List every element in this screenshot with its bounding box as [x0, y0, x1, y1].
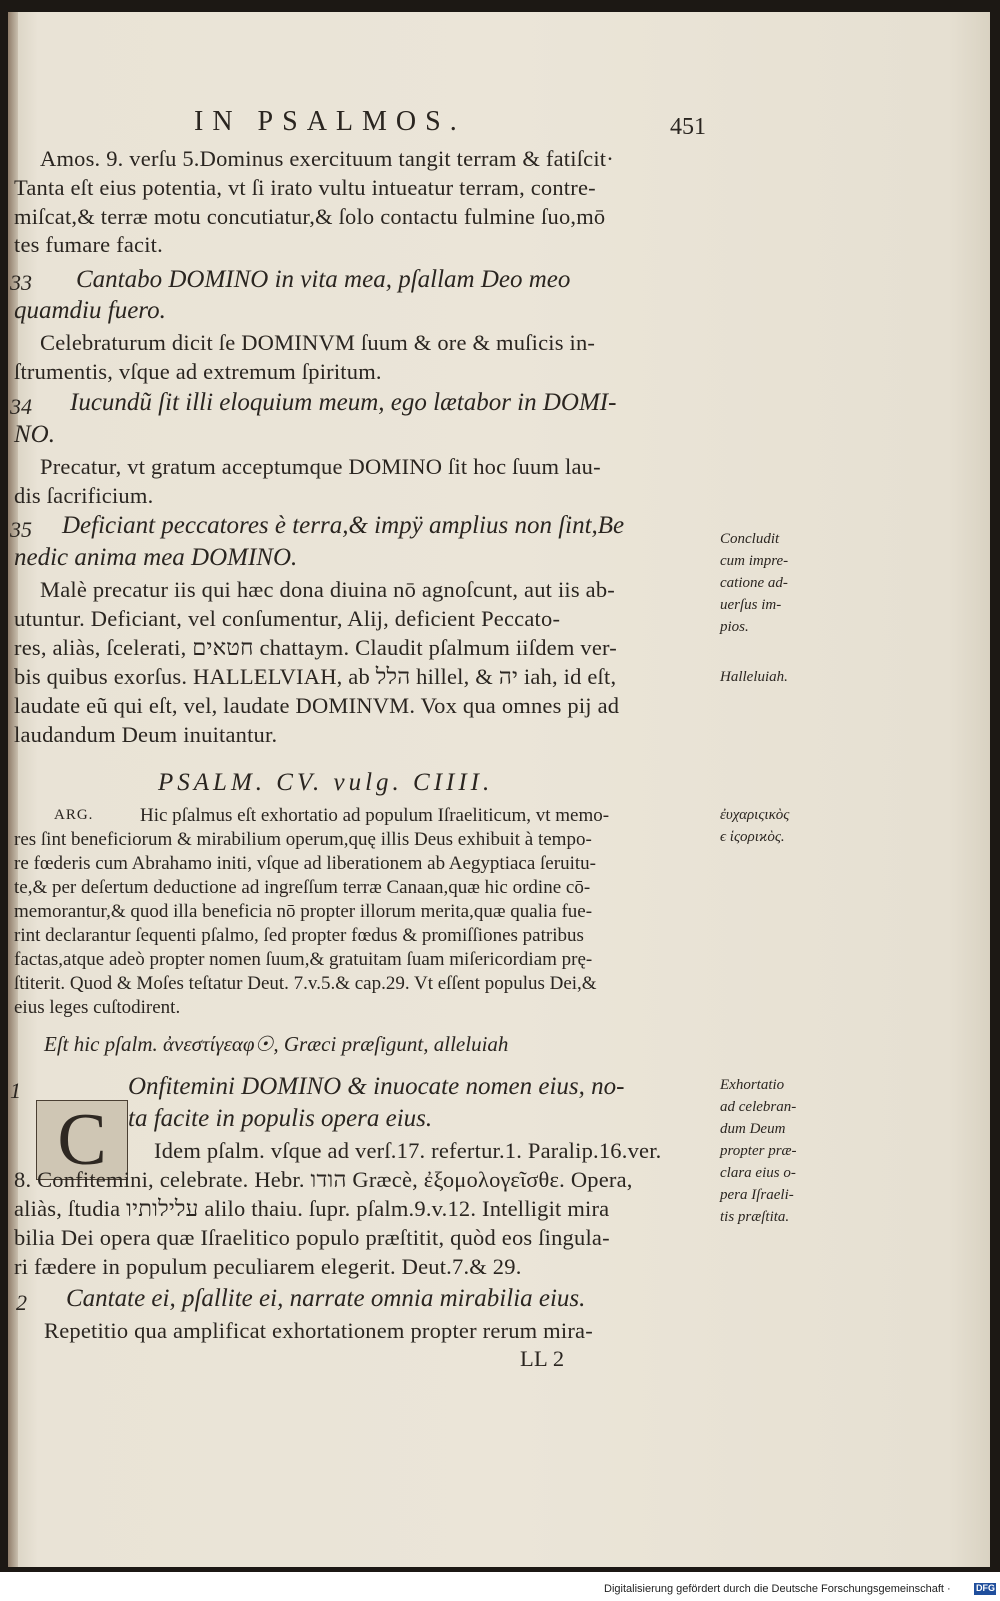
margin-note: tis præſtita.	[720, 1209, 790, 1225]
margin-note: ad celebran-	[720, 1099, 797, 1115]
text-line: tes fumare facit.	[14, 232, 163, 257]
argument-label: ARG.	[54, 807, 94, 823]
margin-note: Exhortatio	[720, 1077, 785, 1093]
text-line: dis ſacrificium.	[14, 483, 154, 508]
text-line: Amos. 9. verſu 5.Dominus exercituum tangit terram & fatiſcit·	[40, 146, 614, 171]
margin-note: propter præ-	[720, 1143, 797, 1159]
argument-line: eius leges cuſtodirent.	[14, 997, 181, 1018]
text-line: Precatur, vt gratum acceptumque DOMINO ſit hoc ſuum lau-	[40, 454, 601, 479]
verse-text: ta facite in populis opera eius.	[128, 1105, 433, 1132]
argument-line: te,& per deſertum deductione ad ingreſſum terræ Canaan,quæ hic ordine cō-	[14, 877, 591, 898]
argument-line: ſtiterit. Quod & Moſes teſtatur Deut. 7.v.5.& cap.29. Vt eſſent populus Dei,&	[14, 973, 597, 994]
verse-text: Cantate ei, pſallite ei, narrate omnia mirabilia eius.	[66, 1285, 586, 1312]
text-line: laudate eũ qui eſt, vel, laudate DOMINVM. Vox qua omnes pij ad	[14, 693, 620, 718]
margin-note: ἐυχαριςικὸς	[720, 807, 790, 823]
margin-note: catione ad-	[720, 575, 788, 591]
text-line: bilia Dei opera quæ Iſraelitico populo præſtitit, quòd eos ſingula-	[14, 1225, 610, 1250]
book-page	[8, 12, 990, 1567]
text-line: miſcat,& terræ motu concutiatur,& ſolo contactu fulmine ſuo,mō	[14, 204, 606, 229]
margin-note: Halleluiah.	[720, 669, 788, 685]
verse-number: 2	[16, 1290, 27, 1315]
verse-text: nedic anima mea DOMINO.	[14, 544, 298, 571]
argument-line: memorantur,& quod illa beneficia nō propter illorum merita,quæ qualia fue-	[14, 901, 593, 922]
page-number: 451	[670, 114, 706, 140]
verse-text: quamdiu fuero.	[14, 297, 166, 324]
text-line: ſtrumentis, vſque ad extremum ſpiritum.	[14, 359, 382, 384]
dfg-logo	[974, 1583, 996, 1595]
argument-line: Hic pſalmus eſt exhortatio ad populum Iſraeliticum, vt memo-	[140, 805, 610, 826]
verse-text: Deficiant peccatores è terra,& impÿ amplius non ſint,Be	[62, 512, 625, 539]
argument-line: rint declarantur ſequenti pſalmo, ſed propter fœdus & promiſſiones patribus	[14, 925, 584, 946]
margin-note: Concludit	[720, 531, 780, 547]
text-line: utuntur. Deficiant, vel conſumentur, Alij, deficient Peccato-	[14, 606, 561, 631]
text-line: 8. Confitemini, celebrate. Hebr. הודו Græcè, ἐξομολογεῖσθε. Opera,	[14, 1167, 633, 1192]
catchword: LL 2	[520, 1346, 565, 1371]
verse-number: 35	[10, 517, 32, 542]
verse-number: 33	[10, 270, 32, 295]
text-line: aliàs, ſtudia עלילותיו alilo thaiu. ſupr. pſalm.9.v.12. Intelligit mira	[14, 1196, 610, 1221]
running-title: IN PSALMOS.	[194, 106, 466, 137]
text-line: bis quibus exorſus. HALLELVIAH, ab הלל hillel, & יה iah, id eſt,	[14, 664, 617, 689]
text-line: Malè precatur iis qui hæc dona diuina nō agnoſcunt, aut iis ab-	[40, 577, 615, 602]
margin-note: cum impre-	[720, 553, 789, 569]
text-line: Idem pſalm. vſque ad verſ.17. refertur.1. Paralip.16.ver.	[154, 1138, 662, 1163]
margin-note: pera Iſraeli-	[720, 1187, 794, 1203]
text-line: laudandum Deum inuitantur.	[14, 722, 278, 747]
argument-line: factas,atque adeò propter nomen ſuum,& gratuitam ſuam miſericordiam prę-	[14, 949, 593, 970]
text-line: ri fædere in populum peculiarem elegerit. Deut.7.& 29.	[14, 1254, 522, 1279]
verse-text: NO.	[14, 421, 55, 448]
greek-note: Eſt hic pſalm. ἀνεστίγεαφ☉, Græci præſigunt, alleluiah	[44, 1032, 509, 1056]
margin-note: dum Deum	[720, 1121, 786, 1137]
dfg-logo-text: DFG	[976, 1583, 995, 1593]
verse-number: 34	[10, 394, 32, 419]
margin-note: uerſus im-	[720, 597, 782, 613]
digitization-credit: Digitalisierung gefördert durch die Deutsche Forschungsgemeinschaft ·	[604, 1583, 951, 1595]
margin-note: pios.	[720, 619, 749, 635]
text-line: Celebraturum dicit ſe DOMINVM ſuum & ore & muſicis in-	[40, 330, 596, 355]
psalm-title: PSALM. CV. vulg. CIIII.	[158, 769, 494, 796]
text-line: Repetitio qua amplificat exhortationem propter rerum mira-	[44, 1318, 593, 1343]
verse-number: 1	[10, 1078, 21, 1103]
text-line: res, aliàs, ſcelerati, חטאים chattaym. Claudit pſalmum iiſdem ver-	[14, 635, 617, 660]
initial-letter: C	[57, 1099, 107, 1181]
argument-line: res ſint beneficiorum & mirabilium operum,quę illis Deus exhibuit à tempo-	[14, 829, 592, 850]
margin-note: clara eius o-	[720, 1165, 796, 1181]
text-line: Tanta eſt eius potentia, vt ſi irato vultu intueatur terram, contre-	[14, 175, 596, 200]
margin-note: ϵ ἱςοριϰὸς.	[720, 829, 785, 845]
verse-text: Onfitemini DOMINO & inuocate nomen eius, no-	[128, 1073, 625, 1100]
verse-text: Cantabo DOMINO in vita mea, pſallam Deo meo	[76, 266, 571, 293]
verse-text: Iucundũ ſit illi eloquium meum, ego lætabor in DOMI-	[70, 389, 617, 416]
argument-line: re fœderis cum Abrahamo initi, vſque ad liberationem ab Aegyptiaca ſeruitu-	[14, 853, 596, 874]
